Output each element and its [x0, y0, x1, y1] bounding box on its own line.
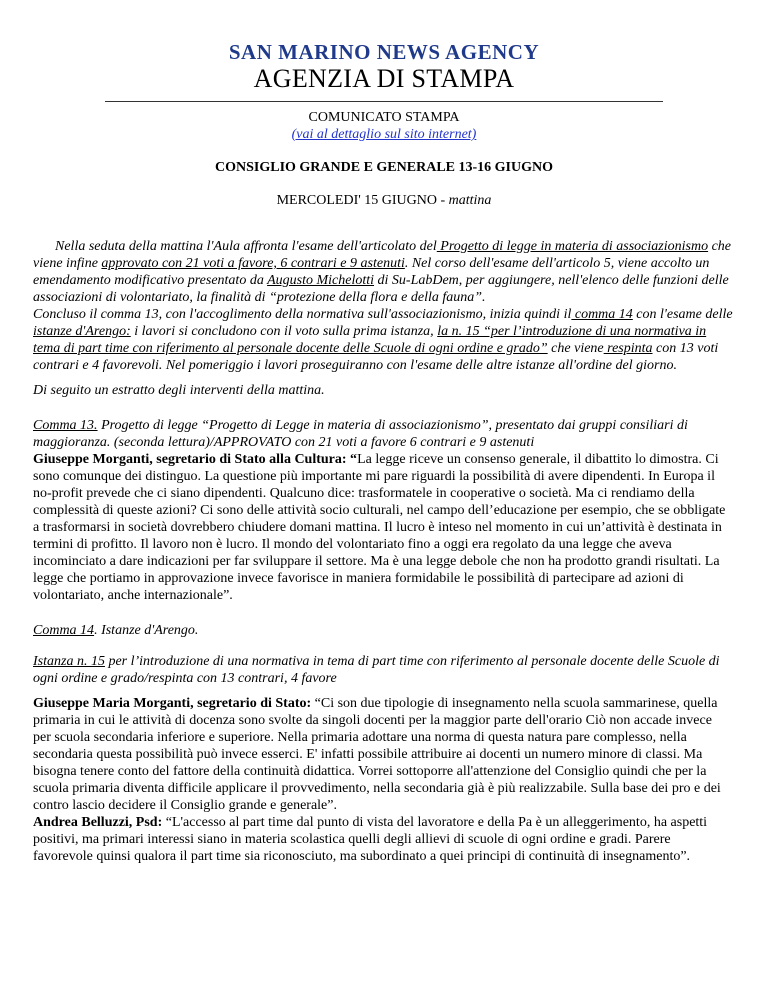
agency-name-it: AGENZIA DI STAMPA — [253, 64, 515, 93]
speaker-name: Andrea Belluzzi, Psd: — [33, 815, 163, 830]
speech-paragraph — [33, 814, 733, 865]
intro-link-michelotti[interactable]: Augusto Michelotti — [267, 273, 375, 288]
speech-text: “L'accesso al part time dal punto di vista del lavoratore e della Pa è un alleggerimento, ha aspetti positivi, ma primari interessi siano in materia scolastica quelli degli allievi di scuole di ogni ordine e gradi. Parere favorevole quinsi qualora il part time sia riconosciuto, ma subordinato a quei principi di continuità di insegnamento”. — [33, 815, 708, 864]
intro-paragraph-2 — [33, 306, 733, 374]
session-date-text: MERCOLEDI' 15 GIUGNO - — [276, 193, 449, 208]
session-date — [0, 193, 768, 209]
intro-text: Nella seduta della mattina l'Aula affronta l'esame dell'articolato del — [55, 239, 437, 254]
intro-text: con 13 voti contrari e 4 favorevoli. Nel pomeriggio i lavori proseguiranno con l'esame delle altre istanze all'ordine del giorno. — [33, 341, 719, 373]
session-part: mattina — [448, 193, 492, 208]
intro-link-istanza15[interactable]: la n. 15 “per l’introduzione di una normativa in tema di part time con riferimento al personale docente delle Scuole di ogni ordine e grado” — [33, 324, 707, 356]
intro-text: Concluso il comma 13, con l'accoglimento della normativa sull'associazionismo, inizia quindi il — [33, 307, 572, 322]
header-divider — [105, 101, 663, 102]
istanza-heading — [33, 653, 733, 687]
excerpt-note: Di seguito un estratto degli interventi della mattina. — [33, 383, 325, 398]
intro-text: con l'esame delle — [632, 307, 733, 322]
istanza-link[interactable]: Istanza n. 15 — [33, 654, 105, 669]
speech-text: “Ci son due tipologie di insegnamento nella scuola sammarinese, quella primaria in cui le attività di docenza sono svolte da singoli docenti per la maggior parte dell'orario Ciò non accade invece per scuola secondaria inferiore e superiore. Nella primaria adottare una norma di questa natura pare complesso, nella secondaria questa possibilità può invece esserci. E' infatti possibile attribuire ai docenti un numero minore di classi. Ma bisogna tenere conto del fattore della continuità didattica. Vorrei sottoporre all'attenzione del Consiglio quindi che per la scuola primaria diventa difficile applicare il provvedimento, nella secondaria già è più realizzabile. Sulla base dei pro e dei contro lascio decidere il Consiglio grande e generale”. — [33, 696, 721, 813]
comma13-heading — [33, 417, 733, 451]
speaker-name: Giuseppe Maria Morganti, segretario di Stato: — [33, 696, 312, 711]
istanza-desc: per l’introduzione di una normativa in tema di part time con riferimento al personale docente delle Scuole di ogni ordine e grado/respinta con 13 contrari, 4 favore — [33, 654, 720, 686]
comma13-link[interactable]: Comma 13. — [33, 418, 98, 433]
speech-text: La legge riceve un consenso generale, il dibattito lo dimostra. Ci sono comunque dei distinguo. La questione più importante mi pare riguardi la possibilità di avere dipendenti. In Europa il no-profit prevede che ci siano dipendenti. Qualcuno dice: trasformatele in cooperative o società. Ma ci rendiamo della complessità di queste azioni? Ci sono delle attività socio culturali, nel campo dell’educazione per esempio, che se obbligate a trasformarsi in società dovrebbero chiudere domani mattina. Il lucro è inteso nel momento in cui un’attività è destinata in termini di profitto. Il lavoro non è lucro. Il mondo del volontariato fino a oggi era regolato da una legge che aveva incominciato a dare indicazioni per far sviluppare il settore. Ma è una legge debole che non ha prodotto grandi risultati. La legge che portiamo in approvazione invece favorisce in maniera formidabile le possibilità di partecipare ad azioni di volontariato, anche internazionale”. — [33, 452, 726, 603]
comma13-speech — [33, 451, 733, 604]
comma13-desc: Progetto di legge “Progetto di Legge in materia di associazionismo”, presentato dai gruppi consiliari di maggioranza. (seconda lettura)/APPROVATO con 21 voti a favore 6 contrari e 9 astenuti — [33, 418, 688, 450]
speech-paragraph — [33, 695, 733, 814]
intro-text: i lavori si concludono con il voto sulla prima istanza, — [130, 324, 438, 339]
agency-name-en: SAN MARINO NEWS AGENCY — [228, 40, 540, 64]
site-link-line — [0, 127, 768, 143]
article-body — [33, 238, 733, 865]
intro-text: che viene infine — [33, 239, 732, 271]
page-title: CONSIGLIO GRANDE E GENERALE 13-16 GIUGNO — [215, 160, 553, 175]
intro-link-istanze[interactable]: istanze d'Arengo: — [33, 324, 131, 339]
intro-text: . Nel corso dell'esame dell'articolo 5, viene accolto un emendamento modificativo presentato da — [33, 256, 710, 288]
comma14-desc: . Istanze d'Arengo. — [94, 623, 199, 638]
speaker-name: Giuseppe Morganti, segretario di Stato alla Cultura: “ — [33, 452, 358, 467]
document-type: COMUNICATO STAMPA — [308, 110, 460, 125]
intro-link-progetto[interactable]: Progetto di legge in materia di associazionismo — [436, 239, 709, 254]
intro-text: che viene — [547, 341, 604, 356]
intro-link-approvato[interactable]: approvato con 21 voti a favore, 6 contrari e 9 astenuti — [101, 256, 405, 271]
intro-link-comma14[interactable]: comma 14 — [571, 307, 633, 322]
intro-text: di Su-LabDem, per aggiungere, nell'elenco delle funzioni delle associazioni di volontariato, la finalità di “protezione della flora e della fauna”. — [33, 273, 729, 305]
site-link[interactable]: (vai al dettaglio sul sito internet) — [291, 127, 477, 142]
comma14-heading — [33, 622, 733, 639]
intro-link-respinta[interactable]: respinta — [603, 341, 653, 356]
comma14-link[interactable]: Comma 14 — [33, 623, 95, 638]
intro-paragraph — [33, 238, 733, 306]
